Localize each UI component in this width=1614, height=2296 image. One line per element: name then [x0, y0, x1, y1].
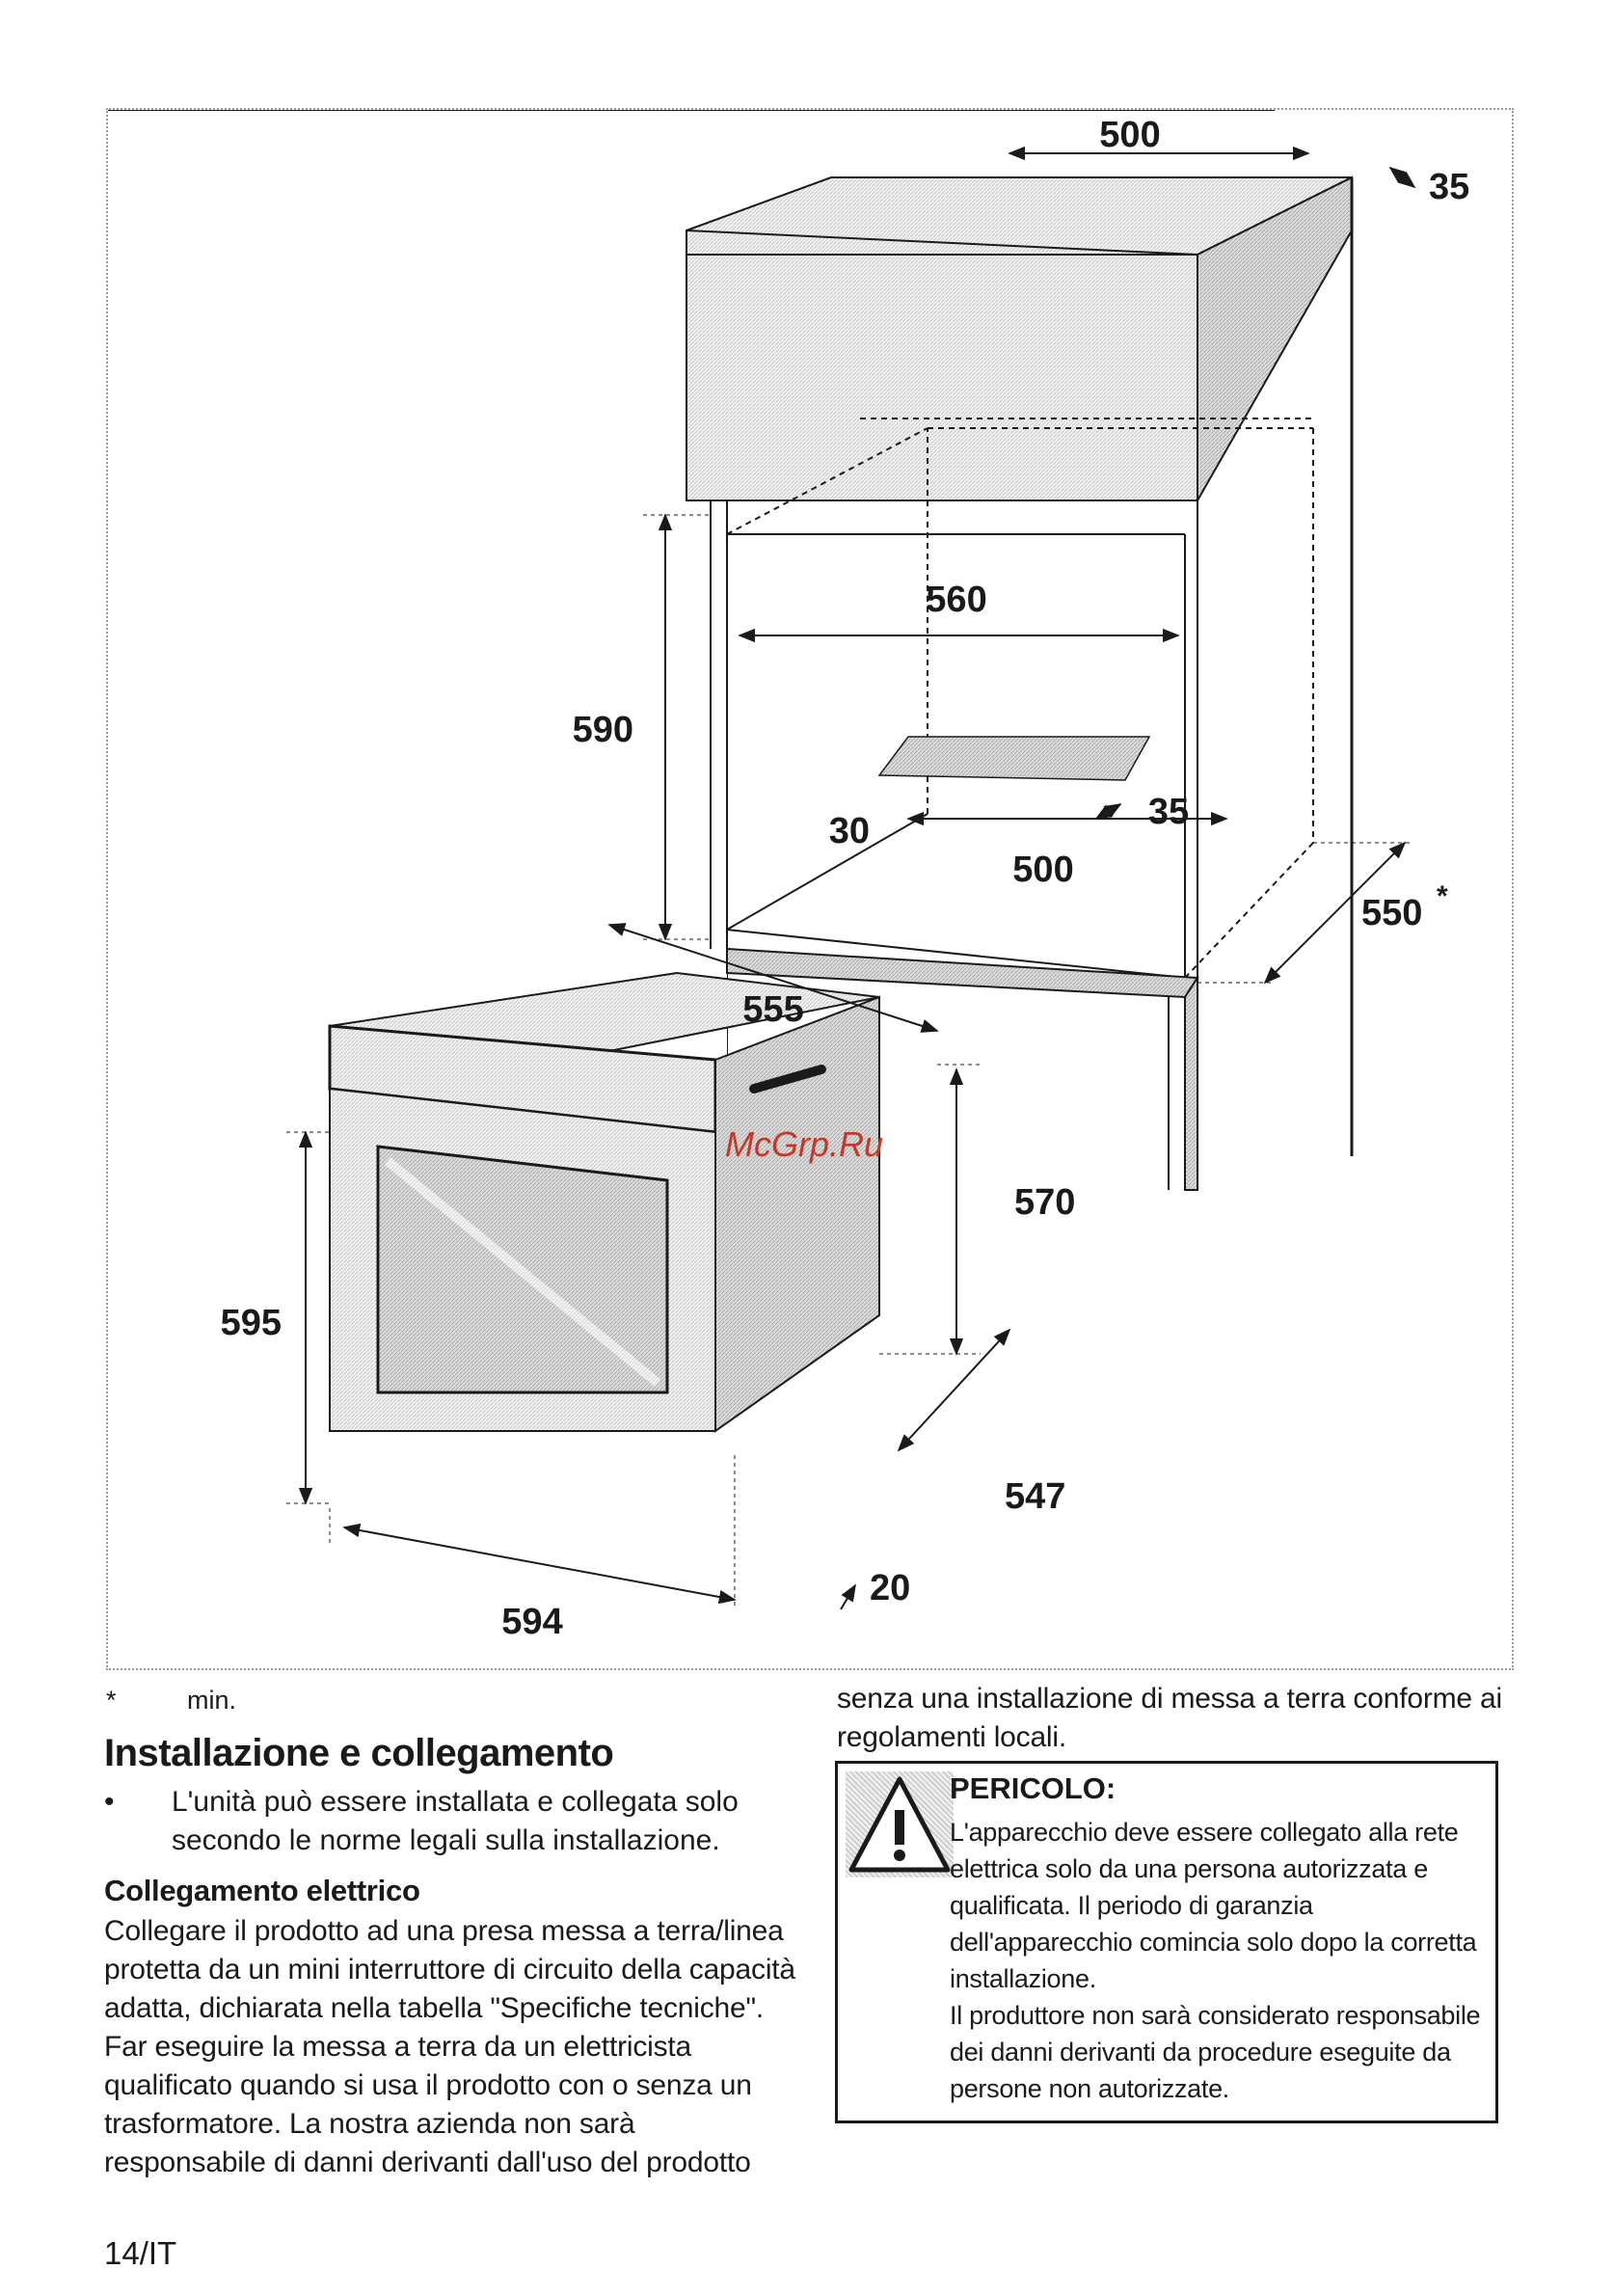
dim-floor-width: 500	[1012, 850, 1074, 890]
dim-cavity-height: 590	[572, 710, 633, 750]
warning-text-1: L'apparecchio deve essere collegato alla rete elettrica solo da una persona autorizzata e qualificata. Il periodo di garanzia dell'apparecchio comincia solo dopo la corretta installazione.	[950, 1818, 1477, 1993]
body-paragraph: Collegare il prodotto ad una presa messa a terra/linea protetta da un mini interruttore di circuito della capacità adatta, dichiarata nella tabella "Specifiche tecniche". Far eseguire la messa a terra da un elettricista qualificato quando si usa il prodotto con o senza un trasformatore. La nostra azienda non sarà responsabile di danni derivanti dall'uso del prodotto	[104, 1915, 795, 2178]
diagram-drawing	[108, 110, 1512, 1668]
dim-cavity-depth: 550	[1361, 893, 1423, 933]
warning-body	[950, 1814, 1495, 2107]
floor-vent-slot	[879, 737, 1149, 780]
warning-triangle-icon	[846, 1771, 954, 1877]
dim-top-gap: 35	[1429, 167, 1470, 207]
dim-oven-front-lip: 20	[870, 1568, 911, 1608]
subsection-title: Collegamento elettrico	[104, 1874, 420, 1907]
dim-top-width: 500	[1099, 115, 1161, 155]
paragraph-continuation: senza una installazione di messa a terra conforme ai regolamenti locali.	[837, 1683, 1502, 1753]
dim-cavity-depth-mark: *	[1437, 880, 1448, 912]
footnote-star: *	[106, 1686, 117, 1715]
left-column	[104, 1732, 798, 2182]
footnote-text: min.	[187, 1686, 237, 1715]
section-title: Installazione e collegamento	[104, 1732, 614, 1774]
dim-cavity-width: 560	[926, 580, 987, 620]
dim-floor-gap: 35	[1147, 792, 1190, 832]
dim-oven-body-height: 570	[1014, 1182, 1076, 1223]
oven-appliance	[330, 973, 879, 1431]
warning-title: PERICOLO:	[950, 1771, 1116, 1805]
installation-diagram	[106, 108, 1514, 1670]
dim-oven-front-width: 594	[501, 1602, 563, 1642]
dim-oven-front-height: 595	[220, 1303, 282, 1343]
warning-text-2: Il produttore non sarà considerato responsabile dei danni derivanti da procedure eseguite da persone non autorizzate.	[950, 2001, 1481, 2103]
bullet-symbol: •	[104, 1786, 115, 1818]
dim-floor-left: 30	[828, 811, 870, 851]
bullet-text: L'unità può essere installata e collegata solo secondo le norme legali sulla installazione.	[172, 1786, 739, 1856]
dim-oven-top-depth: 555	[742, 989, 804, 1030]
bullet-item	[104, 1783, 798, 1860]
watermark: McGrp.Ru	[725, 1124, 884, 1164]
warning-box	[835, 1761, 1498, 2123]
page-number: 14/IT	[104, 2235, 177, 2271]
dim-oven-side-depth: 547	[1005, 1476, 1066, 1517]
